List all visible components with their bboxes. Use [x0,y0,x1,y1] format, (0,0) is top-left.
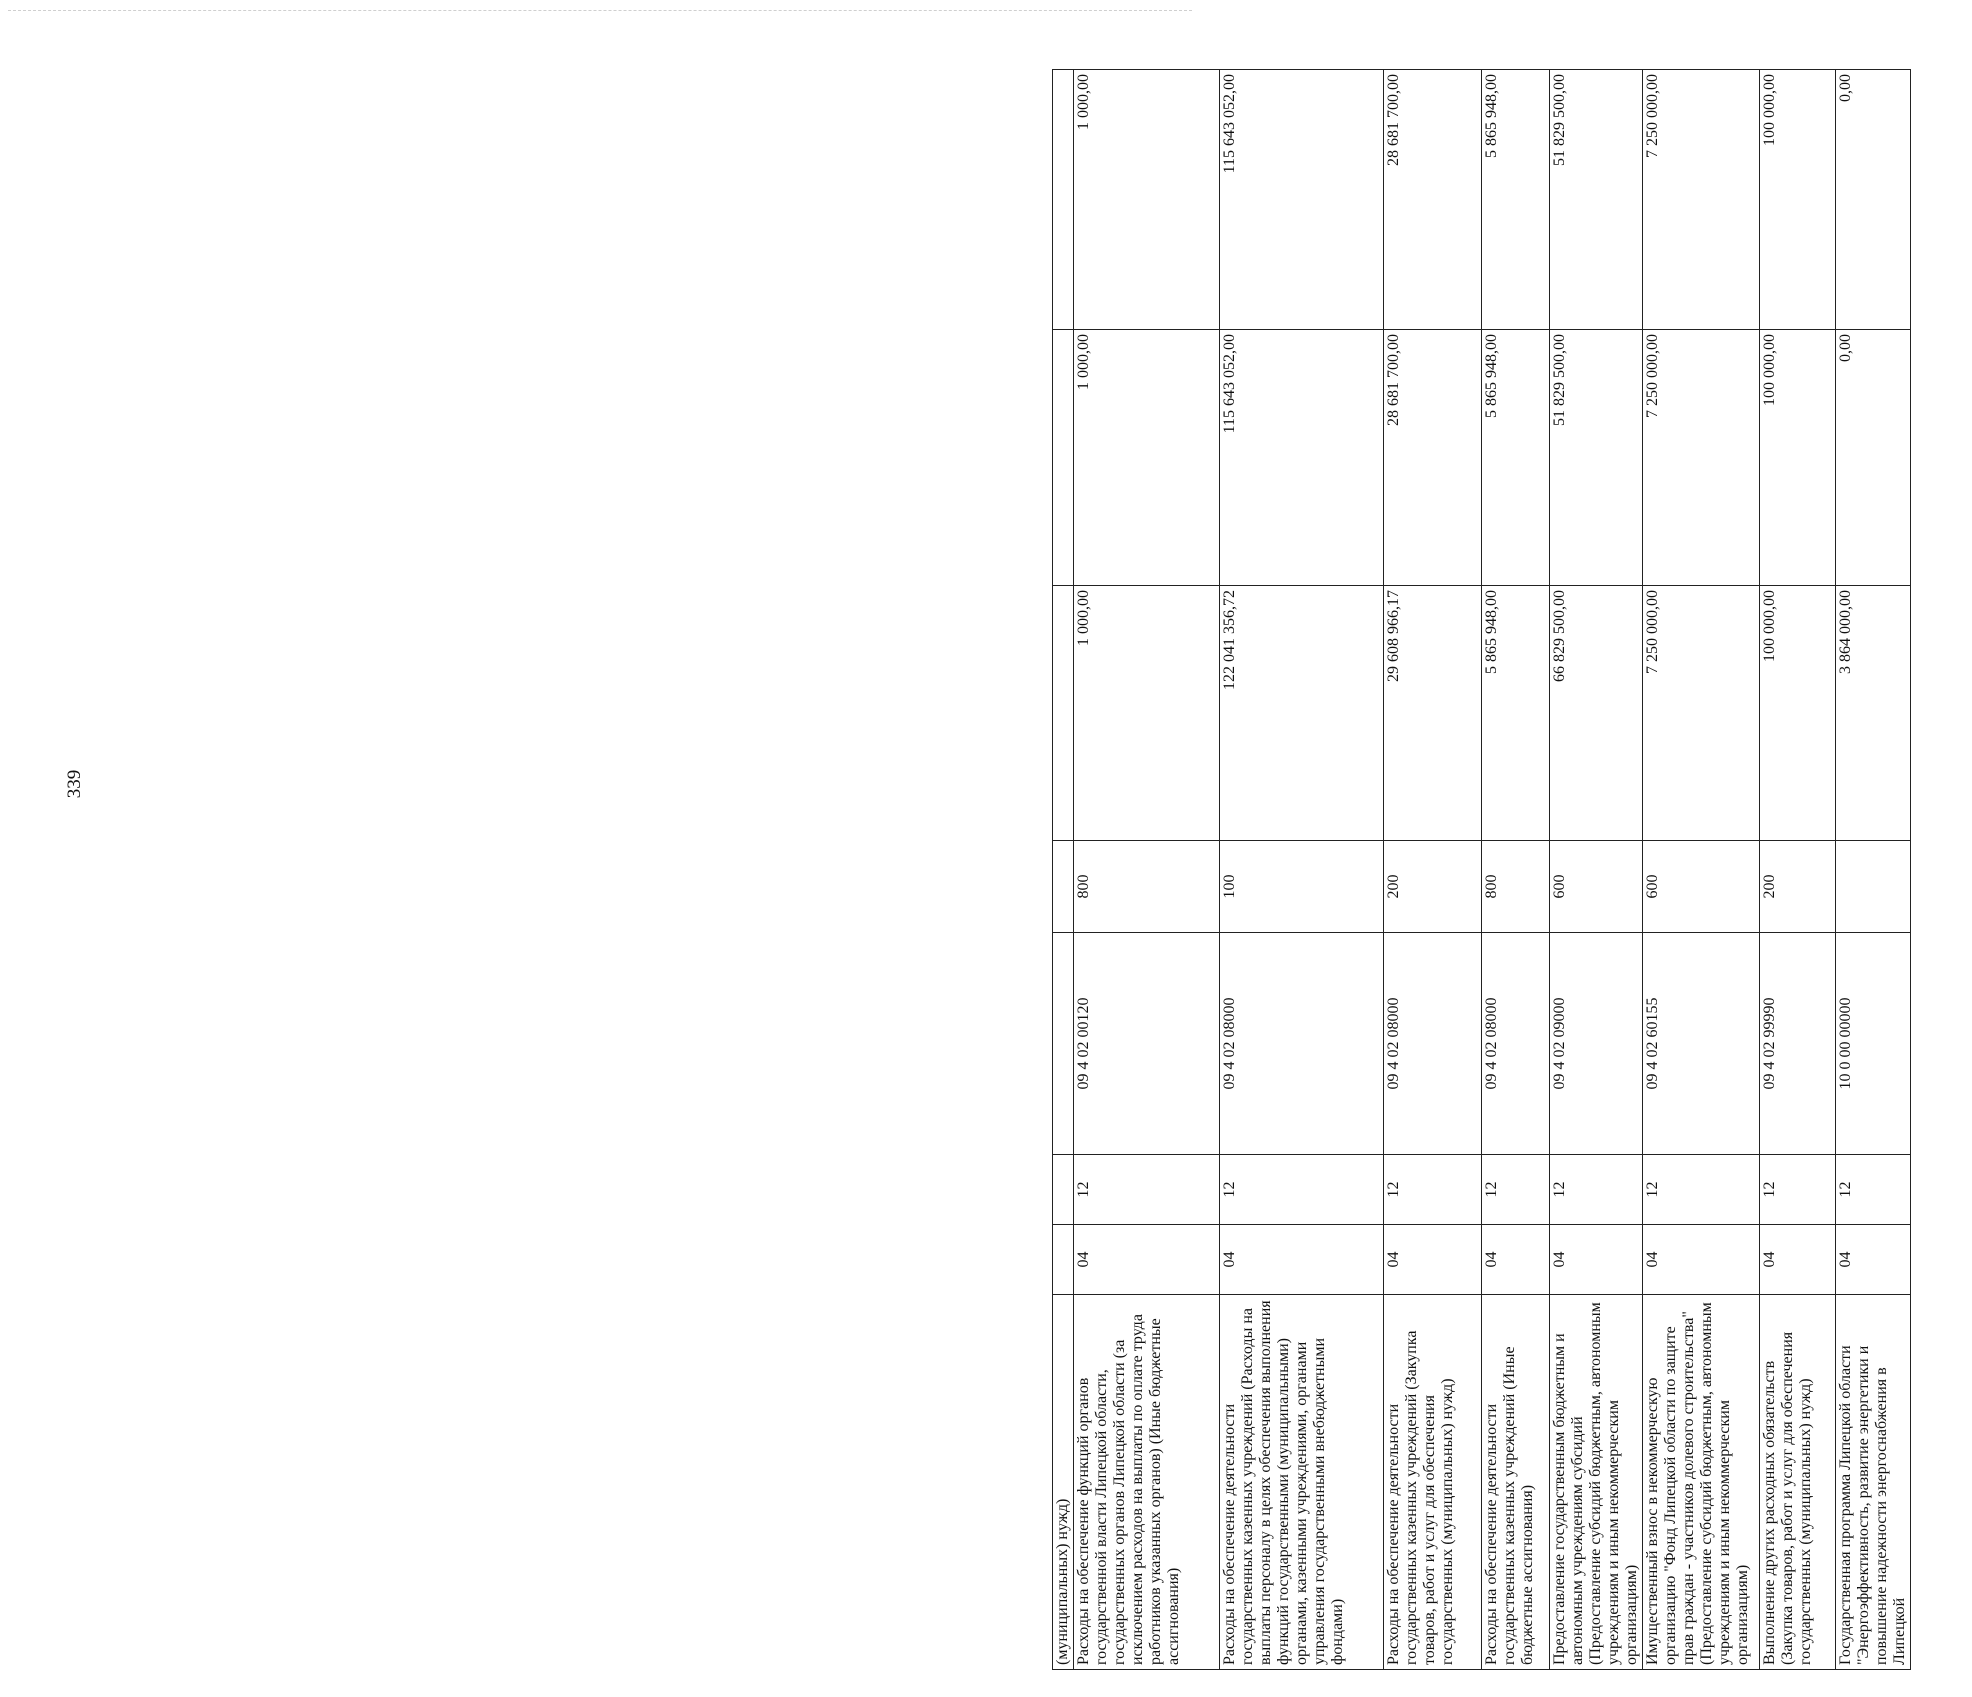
section-cell: 04 [1074,1225,1220,1295]
section-cell: 04 [1550,1225,1643,1295]
amount-year-1: 5 865 948,00 [1482,586,1550,841]
expense-type-cell: 600 [1643,841,1760,933]
subsection-cell: 12 [1220,1155,1384,1225]
target-article-cell: 09 4 02 08000 [1384,933,1482,1155]
row-description: Расходы на обеспечение деятельности государственных казенных учреждений (Расходы на выплаты персоналу в целях обеспечения выполнения функций государственными (муниципальными) органами, казенными учреждениями, органами управления государственными внебюджетными фондами) [1220,1295,1384,1670]
amount-year-1: 1 000,00 [1074,586,1220,841]
row-description: Предоставление государственным бюджетным и автономным учреждениям субсидий (Предоставление субсидий бюджетным, автономным учреждениям и иным некоммерческим организациям) [1550,1295,1643,1670]
amount-year-3: 0,00 [1836,70,1911,330]
table-row [1836,70,1911,1670]
amount-year-2: 115 643 052,00 [1220,330,1384,586]
subsection-cell: 12 [1384,1155,1482,1225]
expense-type-cell [1836,841,1911,933]
subsection-cell: 12 [1482,1155,1550,1225]
section-cell: 04 [1482,1225,1550,1295]
table-row [1643,70,1760,1670]
section-cell: 04 [1384,1225,1482,1295]
row-description: Имущественный взнос в некоммерческую организацию "Фонд Липецкой области по защите прав граждан - участников долевого строительства" (Предоставление субсидий бюджетным, автономным учреждениям и иным некоммерческим организациям) [1643,1295,1760,1670]
subsection-cell: 12 [1074,1155,1220,1225]
amount-year-2: 28 681 700,00 [1384,330,1482,586]
amount-year-2: 7 250 000,00 [1643,330,1760,586]
subsection-cell: 12 [1836,1155,1911,1225]
table-row [1550,70,1643,1670]
amount-year-3: 51 829 500,00 [1550,70,1643,330]
target-article-cell: 09 4 02 60155 [1643,933,1760,1155]
expense-type-cell: 600 [1550,841,1643,933]
amount-year-2: 0,00 [1836,330,1911,586]
amount-year-3 [1053,70,1074,330]
amount-year-3: 1 000,00 [1074,70,1220,330]
expense-type-cell: 800 [1482,841,1550,933]
amount-year-1: 3 864 000,00 [1836,586,1911,841]
expense-type-cell: 200 [1384,841,1482,933]
table-row [1384,70,1482,1670]
amount-year-2: 51 829 500,00 [1550,330,1643,586]
amount-year-3: 100 000,00 [1760,70,1836,330]
section-cell: 04 [1220,1225,1384,1295]
amount-year-1: 66 829 500,00 [1550,586,1643,841]
amount-year-3: 28 681 700,00 [1384,70,1482,330]
scan-edge-line [8,10,1192,11]
section-cell: 04 [1760,1225,1836,1295]
amount-year-3: 5 865 948,00 [1482,70,1550,330]
amount-year-3: 7 250 000,00 [1643,70,1760,330]
target-article-cell [1053,933,1074,1155]
amount-year-1: 100 000,00 [1760,586,1836,841]
page-number: 339 [64,769,85,799]
target-article-cell: 09 4 02 08000 [1482,933,1550,1155]
expense-type-cell: 800 [1074,841,1220,933]
target-article-cell: 09 4 02 99990 [1760,933,1836,1155]
table-row [1760,70,1836,1670]
amount-year-1: 29 608 966,17 [1384,586,1482,841]
amount-year-3: 115 643 052,00 [1220,70,1384,330]
row-description: Государственная программа Липецкой области "Энергоэффективность, развитие энергетики и повышение надежности энергоснабжения в Липецкой [1836,1295,1911,1670]
amount-year-1 [1053,586,1074,841]
target-article-cell: 10 0 00 00000 [1836,933,1911,1155]
section-cell: 04 [1643,1225,1760,1295]
budget-table [1052,69,1911,1670]
row-description: Расходы на обеспечение деятельности государственных казенных учреждений (Закупка товаров, работ и услуг для обеспечения государственных (муниципальных) нужд) [1384,1295,1482,1670]
row-description: (муниципальных) нужд) [1053,1295,1074,1670]
target-article-cell: 09 4 02 08000 [1220,933,1384,1155]
amount-year-1: 122 041 356,72 [1220,586,1384,841]
section-cell [1053,1225,1074,1295]
row-description: Расходы на обеспечение деятельности государственных казенных учреждений (Иные бюджетные ассигнования) [1482,1295,1550,1670]
expense-type-cell [1053,841,1074,933]
target-article-cell: 09 4 02 00120 [1074,933,1220,1155]
target-article-cell: 09 4 02 09000 [1550,933,1643,1155]
subsection-cell: 12 [1550,1155,1643,1225]
subsection-cell [1053,1155,1074,1225]
subsection-cell: 12 [1643,1155,1760,1225]
section-cell: 04 [1836,1225,1911,1295]
table-row [1053,70,1074,1670]
expense-type-cell: 200 [1760,841,1836,933]
amount-year-2: 100 000,00 [1760,330,1836,586]
amount-year-1: 7 250 000,00 [1643,586,1760,841]
amount-year-2 [1053,330,1074,586]
amount-year-2: 1 000,00 [1074,330,1220,586]
rotated-table-wrapper [1052,70,1972,1670]
expense-type-cell: 100 [1220,841,1384,933]
table-row [1220,70,1384,1670]
table-row [1074,70,1220,1670]
table-row [1482,70,1550,1670]
row-description: Расходы на обеспечение функций органов государственной власти Липецкой области, государственных органов Липецкой области (за исключением расходов на выплаты по оплате труда работников указанных органов) (Иные бюджетные ассигнования) [1074,1295,1220,1670]
amount-year-2: 5 865 948,00 [1482,330,1550,586]
subsection-cell: 12 [1760,1155,1836,1225]
row-description: Выполнение других расходных обязательств (Закупка товаров, работ и услуг для обеспечения государственных (муниципальных) нужд) [1760,1295,1836,1670]
